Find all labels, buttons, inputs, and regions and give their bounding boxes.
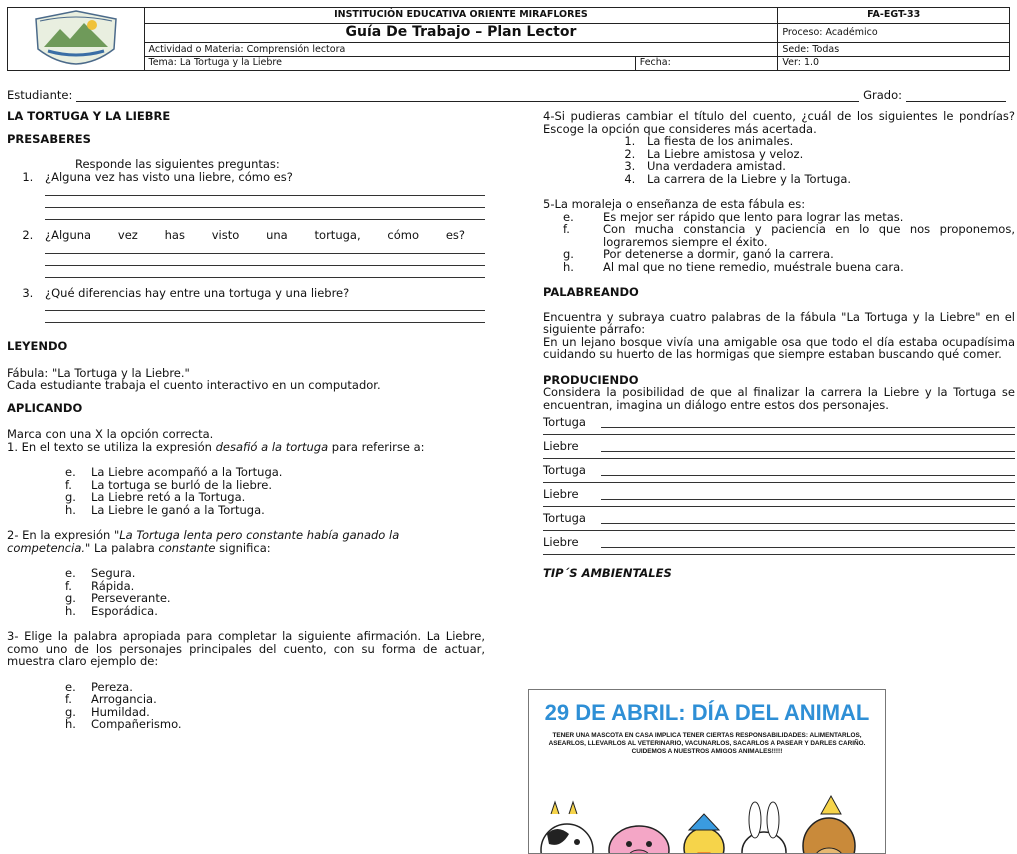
option-text: Humildad.: [91, 704, 150, 719]
question-2-options: [7, 567, 485, 617]
dialogue-extra-line[interactable]: [543, 428, 1015, 435]
answer-line[interactable]: [45, 266, 485, 278]
q1-text-b: para referirse a:: [328, 439, 425, 454]
worksheet-title: LA TORTUGA Y LA LIEBRE: [7, 109, 171, 123]
dialogue-line[interactable]: [543, 531, 1015, 548]
question-3-options: [7, 681, 485, 731]
option-letter: f.: [65, 578, 72, 593]
q2-emphasis: "La Tortuga lenta pero constante había ganado la competencia.": [7, 528, 400, 555]
process-label: Proceso: Académico: [778, 23, 1010, 43]
dialogue-answer-line[interactable]: [601, 489, 1015, 500]
option-item[interactable]: [543, 248, 1015, 261]
option-letter: g.: [65, 704, 76, 719]
option-item[interactable]: [543, 223, 1015, 248]
poster-slogan: CUIDEMOS A NUESTROS AMIGOS ANIMALES!!!!!: [631, 748, 783, 756]
option-letter: e.: [65, 679, 76, 694]
option-item[interactable]: [65, 605, 485, 618]
animal-day-poster: [528, 689, 886, 854]
chick-icon: [684, 814, 724, 854]
question-1-prompt: [7, 441, 485, 454]
section-leyendo: LEYENDO: [7, 339, 68, 353]
q2-text-c: significa:: [215, 540, 271, 555]
dialogue-line[interactable]: [543, 483, 1015, 500]
answer-line[interactable]: [45, 196, 485, 208]
question-4-prompt: 4-Si pudieras cambiar el título del cuento, ¿cuál de los siguientes le pondrías? Escoge la opción que consideres más acertada.: [543, 109, 1015, 136]
dialogue-answer-line[interactable]: [601, 537, 1015, 548]
question-3-prompt: 3- Elige la palabra apropiada para completar la siguiente afirmación. La Liebre, como uno de los personajes principales del cuento, con su forma de actuar, muestra claro ejemplo de:: [7, 629, 485, 668]
answer-line[interactable]: [45, 242, 485, 254]
answer-line[interactable]: [45, 184, 485, 196]
option-letter: g.: [65, 591, 76, 605]
dialogue-extra-line[interactable]: [543, 452, 1015, 459]
section-presaberes: PRESABERES: [7, 131, 91, 146]
guide-title: Guía De Trabajo – Plan Lector: [345, 24, 577, 41]
date-label: Fecha:: [635, 57, 778, 71]
dialogue-answer-line[interactable]: [601, 465, 1015, 476]
question-1-options: [7, 466, 485, 516]
option-item[interactable]: 2. La Liebre amistosa y veloz.: [639, 148, 1015, 161]
right-column: [543, 110, 1015, 580]
dialogue-answer-line[interactable]: [601, 417, 1015, 428]
q2-text-b: La palabra: [90, 540, 159, 555]
list-item: [37, 171, 485, 221]
pig-icon: [609, 826, 669, 854]
option-letter: g.: [65, 490, 76, 504]
section-aplicando: APLICANDO: [7, 400, 83, 415]
option-item[interactable]: [65, 504, 485, 517]
horse-icon: [803, 796, 855, 854]
speaker-name: Tortuga: [543, 414, 586, 429]
student-name-field[interactable]: [76, 90, 859, 102]
option-item[interactable]: 4. La carrera de la Liebre y la Tortuga.: [639, 173, 1015, 186]
site-label: Sede: Todas: [778, 43, 1010, 57]
q2-text-a: 2- En la expresión: [7, 528, 114, 542]
option-text: Con mucha constancia y paciencia en lo que nos proponemos, lograremos siempre el éxito.: [603, 222, 1015, 249]
option-text: Pereza.: [91, 679, 133, 694]
dialogue-line[interactable]: [543, 507, 1015, 524]
version-label: Ver: 1.0: [778, 57, 1010, 71]
dialogue-line[interactable]: [543, 435, 1015, 452]
option-item[interactable]: [543, 261, 1015, 274]
answer-line[interactable]: [45, 311, 485, 323]
form-code: FA-EGT-33: [778, 8, 1010, 24]
question-2-prompt: [7, 529, 485, 554]
school-logo: [8, 8, 145, 71]
dialogue-extra-line[interactable]: [543, 500, 1015, 507]
document-header: [7, 7, 1010, 71]
option-letter: f.: [563, 222, 570, 236]
section-palabreando: PALABREANDO: [543, 285, 639, 299]
dialogue-extra-line[interactable]: [543, 476, 1015, 483]
produciendo-text: Considera la posibilidad de que al finalizar la carrera la Liebre y la Tortuga se encuentran, imagina un diálogo entre estos dos personajes.: [543, 385, 1015, 412]
subject-label: Actividad o Materia: Comprensión lectora: [144, 43, 778, 57]
option-letter: f.: [65, 692, 72, 706]
option-text: Es mejor ser rápido que lento para lograr las metas.: [603, 209, 904, 224]
option-item[interactable]: [65, 693, 485, 706]
option-letter: e.: [65, 566, 76, 580]
student-line: [7, 88, 1010, 102]
dialogue-lines: [543, 411, 1015, 555]
dialogue-extra-line[interactable]: [543, 548, 1015, 555]
cartoon-animals-illustration: [529, 790, 885, 854]
option-item[interactable]: [65, 491, 485, 504]
section-produciendo: PRODUCIENDO: [543, 372, 639, 387]
dialogue-answer-line[interactable]: [601, 513, 1015, 524]
option-text: Compañerismo.: [91, 717, 182, 731]
option-letter: f.: [65, 477, 72, 492]
rabbit-icon: [742, 802, 786, 854]
q2-emphasis-word: constante: [158, 540, 216, 555]
institution-name: INSTITUCIÓN EDUCATIVA ORIENTE MIRAFLORES: [144, 8, 778, 24]
speaker-name: Liebre: [543, 486, 579, 501]
dialogue-extra-line[interactable]: [543, 524, 1015, 531]
left-column: [7, 110, 485, 731]
option-text: Perseverante.: [91, 591, 171, 605]
option-letter: g.: [563, 247, 574, 261]
question-1-text: 1. ¿Alguna vez has visto una liebre, cómo es?: [45, 169, 293, 184]
q1-emphasis: desafió a la tortuga: [215, 439, 329, 454]
option-item[interactable]: 1. La fiesta de los animales.: [639, 135, 1015, 148]
option-item[interactable]: [65, 592, 485, 605]
question-2-text: 2. ¿Alguna vez has visto una tortuga, cómo es?: [45, 228, 465, 242]
option-text: Segura.: [91, 566, 136, 580]
speaker-name: Liebre: [543, 438, 579, 453]
leyendo-text: Cada estudiante trabaja el cuento interactivo en un computador.: [7, 378, 381, 392]
option-text: La Liebre retó a la Tortuga.: [91, 490, 246, 504]
option-item[interactable]: 3. Una verdadera amistad.: [639, 160, 1015, 173]
speaker-name: Tortuga: [543, 462, 586, 477]
option-letter: h.: [65, 502, 76, 517]
option-item[interactable]: [65, 466, 485, 479]
option-letter: h.: [65, 717, 76, 731]
answer-line[interactable]: [45, 208, 485, 220]
answer-line[interactable]: [45, 254, 485, 266]
fabula-label: Fábula: "La Tortuga y la Liebre.": [7, 365, 190, 380]
option-item[interactable]: [65, 567, 485, 580]
grade-label: Grado:: [863, 88, 902, 102]
option-text: La Liebre le ganó a la Tortuga.: [91, 502, 265, 517]
q1-text-a: 1. En el texto se utiliza la expresión: [7, 439, 216, 454]
option-letter: h.: [563, 259, 574, 274]
option-text: La Liebre acompañó a la Tortuga.: [91, 465, 283, 479]
option-text: Rápida.: [91, 578, 135, 593]
poster-text: TENER UNA MASCOTA EN CASA IMPLICA TENER CIERTAS RESPONSABILIDADES: ALIMENTARLOS, ASEARLOS, LLEVARLOS AL VETERINARIO, VACUNARLOS, SACARLOS A PASEAR Y DARLES CARIÑO.: [548, 732, 866, 748]
grade-field[interactable]: [906, 90, 1006, 102]
presaberes-questions: [7, 171, 485, 324]
speaker-name: Tortuga: [543, 510, 586, 525]
palabreando-instruction: Encuentra y subraya cuatro palabras de la fábula "La Tortuga y la Liebre" en el siguiente párrafo:: [543, 309, 1015, 336]
poster-title: 29 DE ABRIL: DÍA DEL ANIMAL: [544, 700, 870, 725]
aplicando-intro: Marca con una X la opción correcta.: [7, 427, 214, 441]
palabreando-paragraph: En un lejano bosque vivía una amigable osa que todo el día estaba ocupadísima cuidando su huerto de las hormigas que siempre estaban buscando qué comer.: [543, 334, 1015, 361]
list-item: [37, 229, 485, 278]
question-5-prompt: 5-La moraleja o enseñanza de esta fábula es:: [543, 197, 806, 211]
option-text: La tortuga se burló de la liebre.: [91, 477, 273, 492]
option-text: Por detenerse a dormir, ganó la carrera.: [603, 247, 834, 261]
dialogue-answer-line[interactable]: [601, 441, 1015, 452]
option-letter: h.: [65, 603, 76, 618]
question-4-options: [543, 135, 1015, 185]
option-letter: e.: [65, 465, 76, 479]
option-text: Arrogancia.: [91, 692, 157, 706]
topic-label: Tema: La Tortuga y la Liebre: [144, 57, 635, 71]
answer-line[interactable]: [45, 299, 485, 311]
option-item[interactable]: [65, 718, 485, 731]
speaker-name: Liebre: [543, 534, 579, 549]
list-item: [37, 287, 485, 324]
cow-icon: [541, 802, 593, 854]
dialogue-line[interactable]: [543, 411, 1015, 428]
option-text: Al mal que no tiene remedio, muéstrale buena cara.: [603, 259, 904, 274]
question-5-options: [543, 211, 1015, 274]
student-label: Estudiante:: [7, 88, 73, 102]
option-letter: e.: [563, 209, 574, 224]
school-crest-icon: [26, 9, 126, 65]
presaberes-intro: Responde las siguientes preguntas:: [75, 157, 280, 171]
section-tips: TIP´S AMBIENTALES: [543, 566, 672, 580]
question-3-text: 3. ¿Qué diferencias hay entre una tortuga y una liebre?: [45, 285, 350, 300]
option-text: Esporádica.: [91, 603, 158, 618]
dialogue-line[interactable]: [543, 459, 1015, 476]
